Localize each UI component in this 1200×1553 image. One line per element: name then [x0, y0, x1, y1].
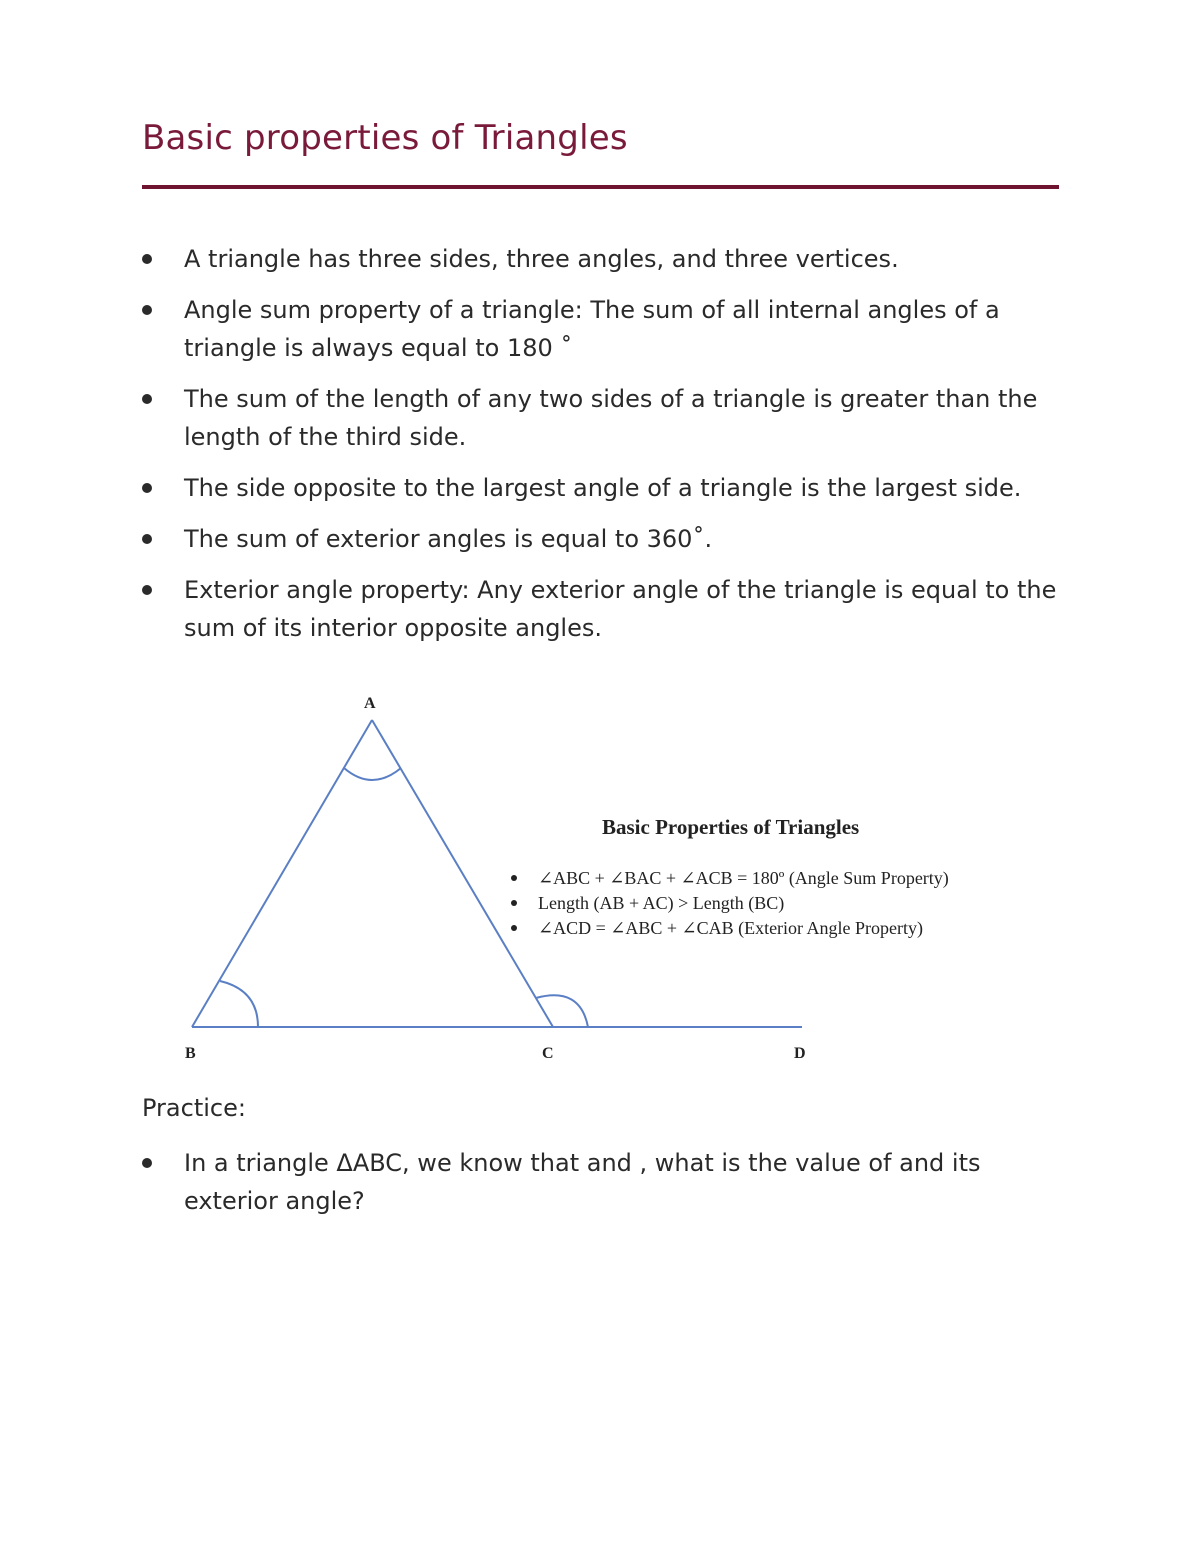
- vertex-label-d: D: [794, 1045, 806, 1062]
- list-item-text: Angle sum property of a triangle: The sum of all internal angles of a triangle is always equal to 180 ˚: [184, 296, 1000, 362]
- list-item: [142, 380, 1062, 456]
- bullet-icon: [511, 925, 517, 931]
- practice-list: [142, 1144, 1062, 1220]
- page-title: Basic properties of Triangles: [142, 118, 628, 158]
- bullet-icon: [142, 1158, 152, 1168]
- figure-box-item: ∠ABC + ∠BAC + ∠ACB = 180º (Angle Sum Property): [538, 868, 949, 888]
- bullet-icon: [142, 305, 152, 315]
- list-item-text: The sum of the length of any two sides of a triangle is greater than the length of the third side.: [184, 385, 1038, 451]
- list-item-text: The sum of exterior angles is equal to 360˚.: [184, 525, 713, 553]
- list-item: [142, 469, 1062, 507]
- bullet-icon: [142, 585, 152, 595]
- list-item-text: Exterior angle property: Any exterior angle of the triangle is equal to the sum of its interior opposite angles.: [184, 576, 1057, 642]
- bullet-icon: [511, 900, 517, 906]
- practice-question: In a triangle ΔABC, we know that and , what is the value of and its exterior angle?: [184, 1149, 981, 1215]
- figure-box-item: Length (AB + AC) > Length (BC): [538, 893, 785, 913]
- vertex-label-a: A: [364, 695, 376, 712]
- vertex-label-c: C: [542, 1045, 554, 1062]
- triangle-figure: [180, 680, 1040, 1080]
- side-ac: [372, 720, 553, 1027]
- bullet-icon: [142, 534, 152, 544]
- bullet-icon: [511, 875, 517, 881]
- side-ab: [192, 720, 372, 1027]
- properties-list: [142, 240, 1062, 660]
- angle-arc-b: [220, 981, 258, 1027]
- angle-arc-a: [344, 768, 401, 780]
- figure-box-item: ∠ACD = ∠ABC + ∠CAB (Exterior Angle Property): [538, 918, 924, 938]
- list-item: [142, 520, 1062, 558]
- list-item: [142, 1144, 1062, 1220]
- bullet-icon: [142, 254, 152, 264]
- list-item: [142, 291, 1062, 367]
- bullet-icon: [142, 483, 152, 493]
- list-item: [142, 240, 1062, 278]
- vertex-label-b: B: [185, 1045, 196, 1062]
- list-item-text: A triangle has three sides, three angles, and three vertices.: [184, 245, 899, 273]
- bullet-icon: [142, 394, 152, 404]
- list-item-text: The side opposite to the largest angle of a triangle is the largest side.: [184, 474, 1022, 502]
- practice-heading: Practice:: [142, 1094, 246, 1122]
- list-item: [142, 571, 1062, 647]
- triangle-diagram: [180, 680, 1040, 1080]
- figure-box-title: Basic Properties of Triangles: [602, 815, 860, 839]
- title-divider: [142, 185, 1059, 189]
